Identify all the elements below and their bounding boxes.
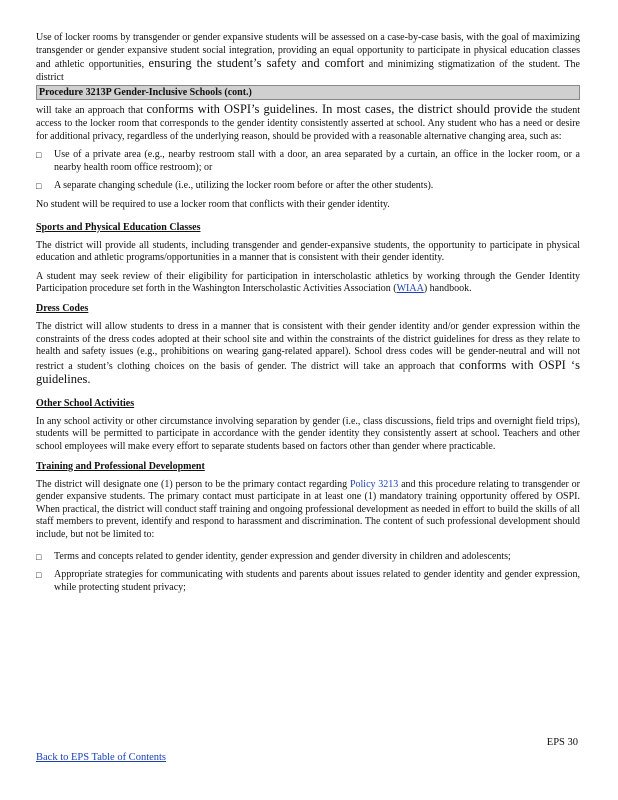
- dress-codes-heading: Dress Codes: [36, 302, 89, 314]
- list-item-text: Appropriate strategies for communicating with students and parents about issues related to gender identity and gender expression, while protecting student privacy;: [54, 569, 580, 593]
- list-item: [36, 180, 580, 193]
- wiaa-link[interactable]: WIAA: [396, 283, 424, 295]
- sports-paragraph-2: [36, 271, 580, 296]
- training-p1-after: and this procedure relating to transgender or gender expansive students. The primary contact must participate in at least one (1) mandatory training opportunity offered by OSPI. When practical, the district will conduct staff training and ongoing professional development as needed in effort to build the skills of all staff members to prevent, identify and respond to harassment and discrimination. The content of such professional development should include, but not be limited to:: [36, 478, 581, 541]
- continuation-lead: will take an approach that: [36, 105, 143, 117]
- training-p1-before: The district will designate one (1) person to be the primary contact regarding: [36, 478, 348, 490]
- other-activities-paragraph: In any school activity or other circumstance involving separation by gender (i.e., class discussions, field trips and overnight field trips), students will be permitted to participate in accordance with the gender identity they consistently assert at school. Teachers and other school employees will make every effort to separate students based on factors other than gender where practicable.: [36, 415, 580, 453]
- training-heading: Training and Professional Development: [36, 460, 205, 472]
- sports-p2-before: A student may seek review of their eligibility for participation in interscholastic athletics by working through the Gender Identity Participation procedure set forth in the Washington Interscholastic Activities Association (: [36, 270, 580, 295]
- back-to-toc-link[interactable]: Back to EPS Table of Contents: [36, 752, 167, 763]
- page-number: EPS 30: [546, 737, 578, 748]
- list-item-text: A separate changing schedule (i.e., utilizing the locker room before or after the other students).: [54, 180, 434, 192]
- continuation-rest: the student access to the locker room that corresponds to the gender identity consistently asserted at school. Any student who has a need or desire for additional privacy, regardless of the underlying reason, should be provided with a reasonable alternative changing area, such as:: [36, 105, 581, 142]
- intro-bold-tail: ensuring the student’s safety and comfort: [148, 56, 365, 71]
- list-item: [36, 149, 580, 174]
- continuation-big: conforms with OSPI’s guidelines. In most cases, the district should provide: [146, 102, 533, 117]
- training-topics-list: [36, 551, 580, 595]
- dress-codes-paragraph: [36, 321, 580, 388]
- sports-paragraph-1: The district will provide all students, including transgender and gender-expansive students, the opportunity to participate in physical education and athletic programs/opportunities in a manner that is consistent with their gender identity.: [36, 239, 580, 264]
- document-page: [36, 32, 580, 600]
- intro-after: and minimizing stigmatization of the student. The district: [36, 59, 580, 83]
- intro-text: Use of locker rooms by transgender or gender expansive students will be assessed on a case-by-case basis, with the goal of maximizing transgender or gender expansive student social integration, providing an equal opportunity to participate in physical education classes and athletic opportunities,: [36, 32, 580, 71]
- sports-p2-after: ) handbook.: [423, 283, 472, 295]
- dress-big: conforms with OSPI ‘s guidelines.: [36, 357, 580, 387]
- procedure-header-bar: Procedure 3213P Gender-Inclusive Schools (cont.): [36, 85, 580, 100]
- list-item-text: Use of a private area (e.g., nearby restroom stall with a door, an area separated by a curtain, an office in the locker room, or a nearby health room office restroom); or: [54, 149, 580, 173]
- no-student-paragraph: No student will be required to use a locker room that conflicts with their gender identity.: [36, 198, 390, 210]
- dress-text: The district will allow students to dress in a manner that is consistent with their gender identity and/or gender expression within the constraints of the dress codes adopted at their school site and within the constraints of the district guidelines for dress as they relate to health and safety issues (e.g., prohibitions on wearing gang-related apparel). School dress codes will be gender-neutral and will not restrict a student’s clothing choices on the basis of gender. The district will take an approach that: [36, 320, 580, 372]
- intro-paragraph: [36, 32, 580, 84]
- list-item: [36, 569, 580, 594]
- list-item-text: Terms and concepts related to gender identity, gender expression and gender diversity in children and adolescents;: [54, 550, 511, 562]
- list-item: [36, 551, 580, 564]
- checkbox-bullet-icon: □: [36, 181, 42, 192]
- sports-heading: Sports and Physical Education Classes: [36, 221, 201, 233]
- checkbox-bullet-icon: □: [36, 570, 42, 581]
- checkbox-bullet-icon: □: [36, 150, 42, 161]
- training-paragraph: [36, 479, 580, 542]
- policy-3213-link[interactable]: Policy 3213: [349, 478, 399, 490]
- checkbox-bullet-icon: □: [36, 551, 42, 562]
- locker-continuation-paragraph: [36, 103, 580, 143]
- locker-alternatives-list: [36, 149, 580, 193]
- other-activities-heading: Other School Activities: [36, 397, 135, 409]
